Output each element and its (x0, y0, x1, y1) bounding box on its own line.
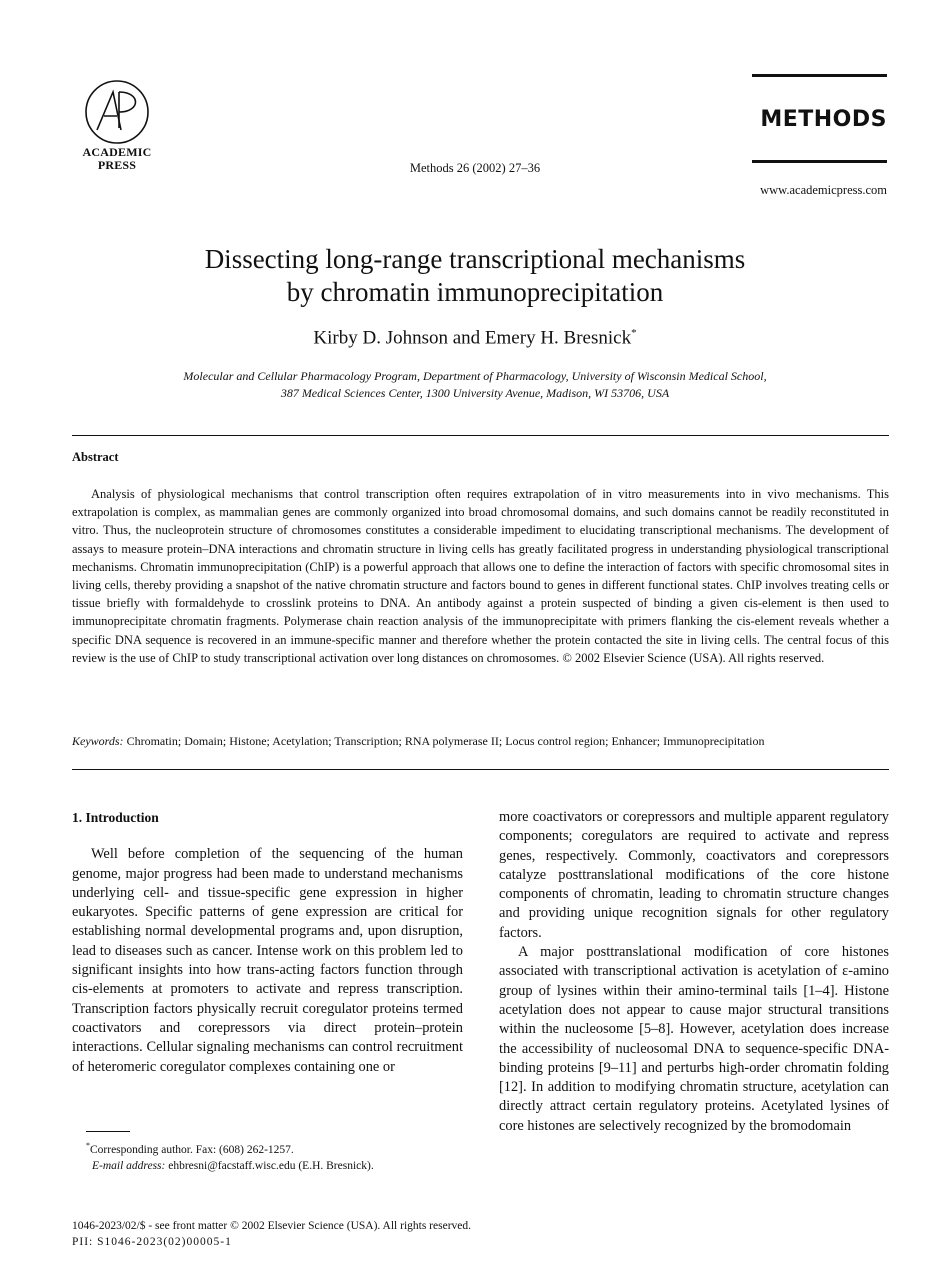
affiliation-line1: Molecular and Cellular Pharmacology Program, Department of Pharmacology, University of Wisconsin Medical School, (183, 369, 767, 383)
abstract-heading: Abstract (72, 450, 119, 464)
brand-rule-bottom (752, 160, 887, 163)
publisher-name-line2: PRESS (97, 158, 137, 172)
publisher-name-line1: ACADEMIC (82, 145, 152, 159)
corresponding-author-note (86, 1138, 374, 1158)
academic-press-logo-icon (83, 78, 151, 146)
bottom-meta (72, 1218, 471, 1250)
footnote (86, 1138, 374, 1174)
publisher-logo (72, 78, 162, 172)
author-footnote-mark[interactable]: * (631, 327, 637, 339)
section-heading: 1. Introduction (72, 810, 159, 825)
corresponding-author-text: Corresponding author. Fax: (608) 262-1257. (90, 1143, 294, 1156)
column-right (499, 808, 889, 1136)
footnote-mark: * (86, 1141, 90, 1150)
journal-citation: Methods 26 (2002) 27–36 (409, 161, 541, 175)
intro-paragraph-1-continued: more coactivators or corepressors and multiple apparent regulatory components; coregulators are required to activate and repress genes, respectively. Commonly, coactivators and corepressors catalyze posttranslational modifications of the core histone components of chromatin, leading to chromatin structure changes and providing unique recognition signals for other regulatory factors. (499, 809, 889, 941)
footnote-rule (86, 1131, 130, 1132)
email-line (86, 1158, 374, 1174)
divider-bottom (72, 769, 889, 770)
email-address[interactable]: ehbresni@facstaff.wisc.edu (E.H. Bresnick). (168, 1159, 374, 1172)
keywords-label: Keywords: (72, 734, 124, 748)
intro-paragraph-1: Well before completion of the sequencing of the human genome, major progress had been made to understand mechanisms underlying cell- and tissue-specific gene expression in higher eukaryotes. Specific patterns of gene expression are critical for establishing normal developmental programs and, upon disruption, lead to diseases such as cancer. Intense work on this problem led to significant insights into how trans-acting factors function through cis-elements at promoters to activate and repress transcription. Transcription factors physically recruit coregulator proteins termed coactivators and corepressors via direct protein–protein interactions. Cellular signaling mechanisms can control recruitment of heteromeric coregulator complexes containing one or (72, 846, 463, 1075)
article-title-line2: by chromatin immunoprecipitation (286, 277, 664, 307)
pii-line: PII: S1046-2023(02)00005-1 (72, 1236, 232, 1248)
affiliation-line2: 387 Medical Sciences Center, 1300 University Avenue, Madison, WI 53706, USA (280, 386, 670, 400)
divider-top (72, 435, 889, 436)
article-title-line1: Dissecting long-range transcriptional mechanisms (204, 244, 746, 274)
column-left (72, 808, 463, 1077)
email-label: E-mail address: (92, 1159, 166, 1172)
affiliation (100, 368, 850, 402)
journal-brand (752, 74, 887, 163)
authors (0, 327, 950, 349)
copyright-line: 1046-2023/02/$ - see front matter © 2002 Elsevier Science (USA). All rights reserved. (72, 1220, 472, 1232)
author-names: Kirby D. Johnson and Emery H. Bresnick (313, 327, 632, 349)
keywords (72, 734, 889, 749)
brand-rule-top (752, 74, 887, 77)
journal-name: METHODS (760, 107, 887, 132)
journal-url[interactable]: www.academicpress.com (760, 183, 887, 197)
intro-paragraph-2: A major posttranslational modification of core histones associated with transcriptional activation is acetylation of ε-amino group of lysines within their amino-terminal tails [1–4]. Histone acetylation does not appear to cause major structural transitions within the nucleosome [5–8]. However, acetylation does increase the accessibility of nucleosomal DNA to sequence-specific DNA-binding proteins [9–11] and perturbs high-order chromatin folding [12]. In addition to modifying chromatin structure, acetylation can directly attract certain regulatory proteins. Acetylated lysines of core histones are selectively recognized by the bromodomain (499, 944, 889, 1134)
abstract-text: Analysis of physiological mechanisms that control transcription often requires extrapolation of in vitro measurements into in vivo mechanisms. This extrapolation is complex, as mammalian genes are commonly organized into broad chromosomal domains, and such domains cannot be readily reconstituted in vitro. Thus, the nucleoprotein structure of chromosomes constitutes a considerable impediment to elucidating transcriptional mechanisms. The development of assays to measure protein–DNA interactions and chromatin structure in living cells has greatly facilitated progress in understanding physiological transcriptional mechanisms. Chromatin immunoprecipitation (ChIP) is a powerful approach that allows one to define the interaction of factors with specific chromosomal sites in living cells, thereby providing a snapshot of the native chromatin structure and factors bound to genes in different functional states. ChIP involves treating cells or tissue briefly with formaldehyde to crosslink proteins to DNA. An antibody against a protein suspected of binding a given cis-element is then used to immunoprecipitate chromatin fragments. Polymerase chain reaction analysis of the immunoprecipitate with primers flanking the cis-element reveals whether a specific DNA sequence is recovered in an immune-specific manner and therefore whether the protein contacted the site in living cells. The central focus of this review is the use of ChIP to study transcriptional activation over long distances on chromosomes. © 2002 Elsevier Science (USA). All rights reserved. (72, 487, 889, 665)
article-title (0, 243, 950, 309)
keywords-list: Chromatin; Domain; Histone; Acetylation; Transcription; RNA polymerase II; Locus control region; Enhancer; Immunoprecipitation (126, 734, 765, 748)
